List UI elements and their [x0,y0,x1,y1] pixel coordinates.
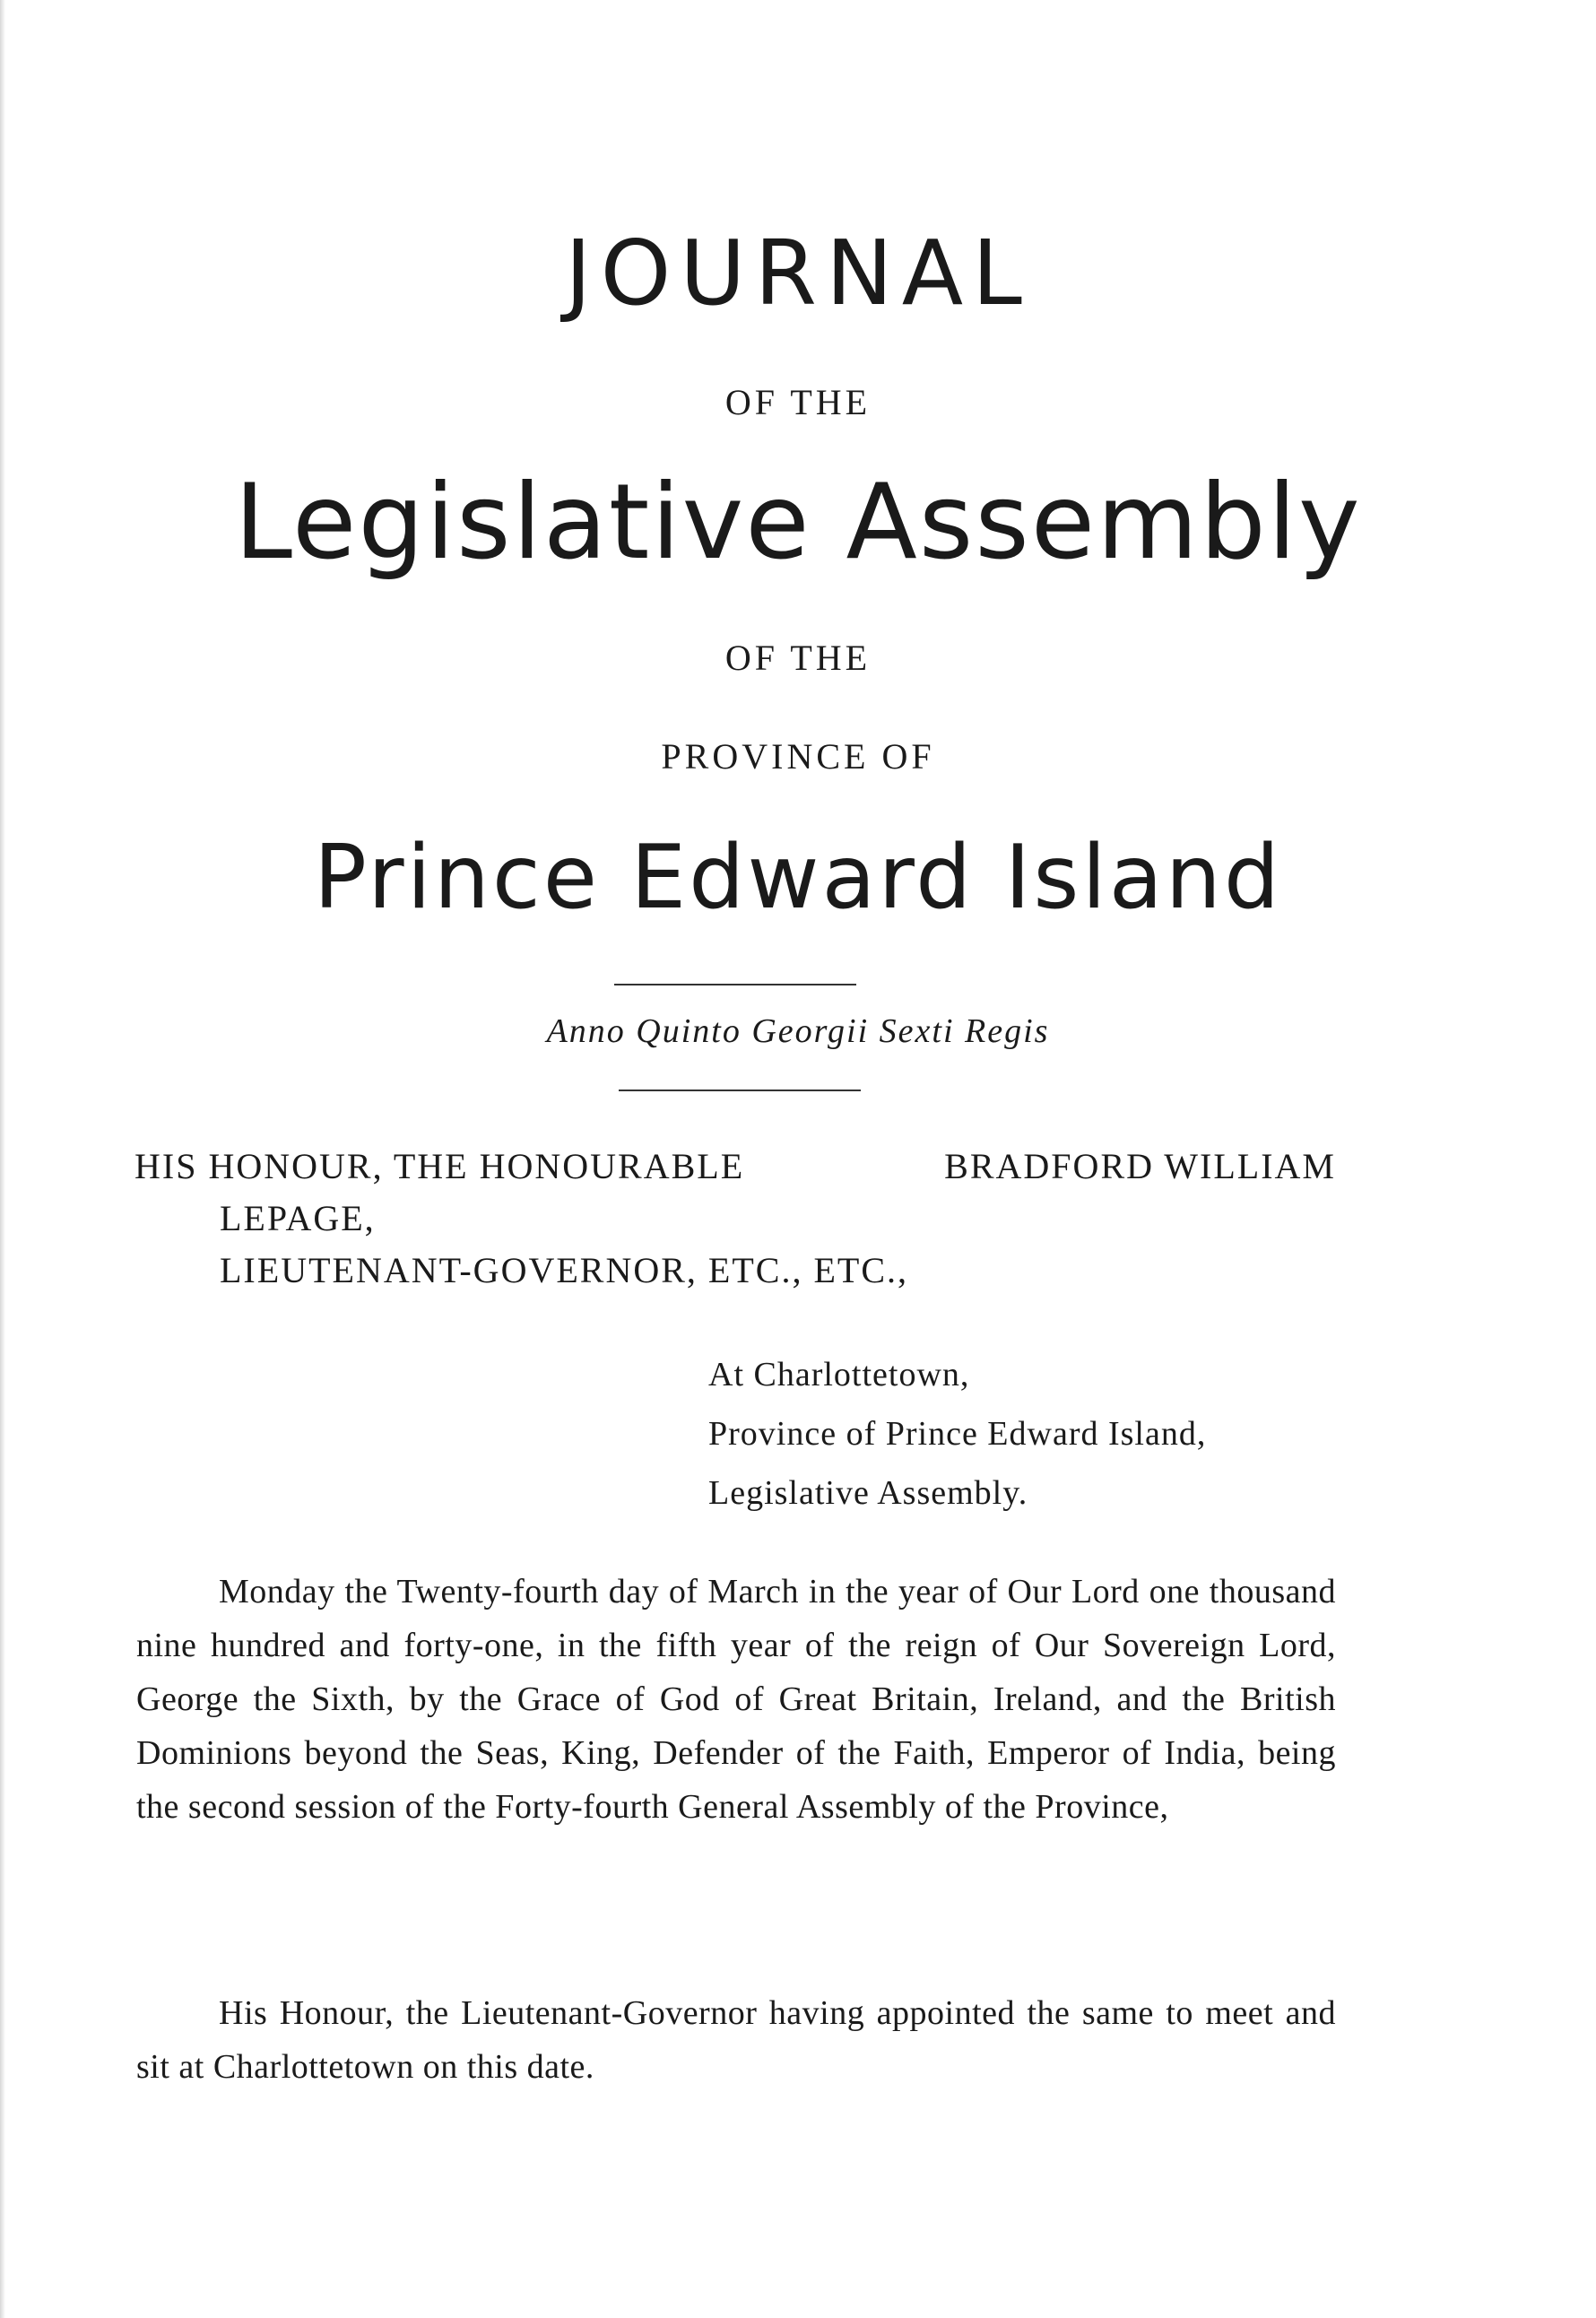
lieutenant-governor-block [134,1141,1336,1297]
appointment-paragraph-text: His Honour, the Lieutenant-Governor having appointed the same to meet and sit at Charlottetown on this date. [136,1994,1336,2086]
honour-line-1 [134,1141,1336,1193]
province-of-line: PROVINCE OF [661,736,935,777]
honour-line-3: LIEUTENANT-GOVERNOR, ETC., ETC., [220,1250,909,1290]
divider-top [614,984,856,985]
legislative-assembly-heading: Legislative Assembly [234,462,1362,583]
honour-line-1-left: HIS HONOUR, THE HONOURABLE [134,1146,745,1186]
page-edge-shadow [0,0,5,2318]
of-the-line-1: OF THE [724,382,872,422]
honour-line-1-right: BRADFORD WILLIAM [944,1146,1336,1186]
appointment-paragraph [136,1986,1336,2094]
session-paragraph-text: Monday the Twenty-fourth day of March in the year of Our Lord one thousand nine hundred and forty-one, in the fifth year of the reign of Our Sovereign Lord, George the Sixth, by the Grace of God of Great Britain, Ireland, and the British Dominions beyond the Seas, King, Defender of the Faith, Emperor of India, being the second session of the Forty-fourth General Assembly of the Province, [136,1573,1336,1826]
anno-regis-line: Anno Quinto Georgii Sexti Regis [546,1012,1050,1050]
prince-edward-island-heading: Prince Edward Island [313,827,1283,929]
place-line-2: Province of Prince Edward Island, [708,1415,1207,1453]
session-paragraph [136,1565,1336,1834]
journal-heading: JOURNAL [565,221,1031,326]
divider-bottom [619,1090,861,1091]
place-line-1: At Charlottetown, [708,1356,970,1393]
place-block [708,1345,1206,1523]
place-line-3: Legislative Assembly. [708,1474,1028,1512]
honour-line-2: LEPAGE, [220,1198,376,1238]
of-the-line-2: OF THE [724,638,872,678]
